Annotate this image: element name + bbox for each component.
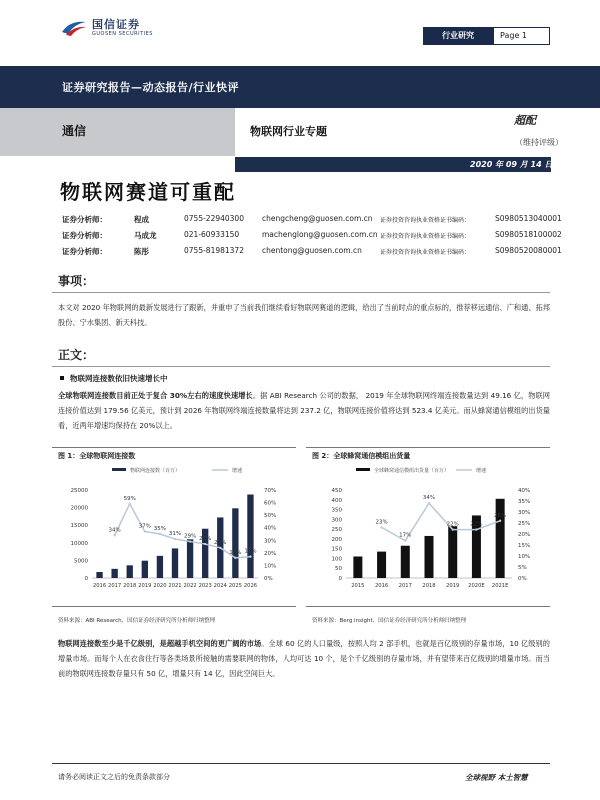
y2-tick-label: 15% [518, 543, 531, 549]
y-tick-label: 300 [331, 517, 342, 524]
growth-point [174, 538, 176, 540]
growth-data-label: 23% [375, 519, 388, 526]
y-tick-label: 200 [331, 536, 342, 543]
y2-tick-label: 40% [264, 525, 277, 532]
bar [377, 552, 386, 578]
analyst-row [62, 214, 562, 228]
analyst-phone: 021-60933150 [184, 230, 240, 239]
analyst-name: 程成 [134, 215, 149, 224]
y-tick-label: 50 [335, 566, 342, 573]
figure-title: 图 1：全球物联网连接数 [58, 452, 136, 460]
analyst-license-label: 证券投资咨询执业资格证书编码： [380, 217, 471, 224]
figure-title: 图 2：全球蜂窝通信模组出货量 [312, 452, 411, 460]
growth-data-label: 26% [494, 512, 507, 519]
x-tick-label: 2021E [491, 583, 509, 589]
analyst-license-label: 证券投资咨询执业资格证书编码： [380, 233, 471, 240]
growth-point [129, 503, 131, 505]
legend-label: 物联网连接数（百万） [130, 468, 181, 474]
y-tick-label: 400 [331, 497, 342, 504]
growth-data-label: 17% [244, 548, 257, 555]
growth-point [499, 520, 501, 522]
x-tick-label: 2020 [153, 583, 167, 589]
y2-tick-label: 70% [264, 488, 277, 494]
sector-label: 通信 [62, 124, 87, 138]
x-tick-label: 2025 [228, 583, 242, 589]
analyst-role: 证券分析师： [62, 231, 107, 240]
analyst-cert: S0980513040001 [495, 214, 562, 223]
x-tick-label: 2016 [92, 583, 107, 589]
growth-point [452, 528, 454, 530]
bar [353, 556, 362, 578]
growth-point [404, 539, 406, 541]
bar [401, 546, 410, 578]
x-tick-label: 2019 [446, 583, 460, 589]
analyst-email[interactable]: machenglong@guosen.com.cn [262, 230, 378, 239]
footer-slogan: 全球视野 本土智慧 [465, 773, 528, 782]
analyst-name: 马成龙 [134, 231, 157, 240]
body-heading: 正文： [58, 348, 95, 362]
analyst-row [62, 230, 562, 244]
legend-label: 增速 [232, 468, 243, 474]
x-tick-label: 2017 [398, 583, 412, 589]
report-type-tag: 行业研究 [423, 27, 493, 45]
rating-note: （维持评级） [515, 138, 563, 147]
logo-subtext: GUOSEN SECURITIES [92, 31, 153, 37]
x-tick-label: 2022 [183, 583, 197, 589]
y-tick-label: 20000 [70, 505, 88, 512]
bar [187, 539, 193, 578]
page-title: 物联网赛道可重配 [60, 180, 236, 204]
y2-tick-label: 50% [264, 513, 277, 520]
growth-point [159, 533, 161, 535]
y-tick-label: 15000 [70, 523, 88, 530]
growth-point [113, 534, 115, 536]
bar [172, 548, 178, 578]
bar [496, 499, 505, 578]
y2-tick-label: 60% [264, 500, 277, 507]
growth-data-label: 59% [123, 495, 136, 502]
analyst-phone: 0755-81981372 [184, 246, 244, 255]
y-tick-label: 250 [331, 527, 342, 534]
rating-label: 超配 [514, 114, 536, 127]
paragraph-text: 。全球 60 亿的人口量级，按照人均 2 部手机，也就是百亿级别的存量市场，10 亿级别的增量市场。而每个人在衣食住行等各类场景所接触的需要联网的物体，人均可达 10 个，是个千亿级别的存量市场，并有望带来百亿级别的增量市场。而当前的物联网连接数存量只有 50 亿，增量只有 14 亿，因此空间巨大。 [58, 639, 550, 678]
bar [111, 569, 117, 578]
y-tick-label: 0 [84, 576, 88, 582]
growth-data-label: 24% [214, 539, 227, 546]
growth-point [234, 557, 236, 559]
x-tick-label: 2021 [168, 583, 182, 589]
event-text: 本文对 2020 年物联网的最新发展进行了跟新，并重申了当前我们继续看好物联网赛道的逻辑，给出了当前时点的重点标的，推荐移远通信、广和通、拓邦股份、宁水集团、新天科技。 [58, 303, 550, 327]
y2-tick-label: 25% [518, 521, 531, 527]
growth-point [475, 528, 477, 530]
x-tick-label: 2026 [243, 583, 258, 589]
growth-point [428, 502, 430, 504]
y-tick-label: 0 [338, 576, 342, 582]
y2-tick-label: 30% [264, 538, 277, 545]
y-tick-label: 450 [331, 488, 342, 494]
body-paragraph [58, 388, 550, 433]
legend-swatch [356, 468, 370, 471]
paragraph-text: 。据 ABI Research 公司的数据， 2019 年全球物联网终端连接数量达到 49.16 亿，物联网连接价值达到 179.56 亿美元，预计到 2026 年物联网终端连接数量将达到 237.2 亿，物联网连接价值将达到 523.4 亿美元。而从蜂窝通信模组的出货量看，近两年增速均保持在 20%以上。 [58, 391, 550, 430]
y2-tick-label: 30% [518, 510, 531, 516]
y2-tick-label: 10% [518, 554, 531, 560]
paragraph-lead: 物联网连接数至少是千亿级别，是超越手机空间的更广阔的市场 [58, 639, 262, 648]
growth-point [144, 530, 146, 532]
growth-data-label: 34% [108, 527, 121, 534]
y2-tick-label: 0% [264, 576, 273, 582]
x-tick-label: 2024 [213, 583, 227, 589]
analyst-role: 证券分析师： [62, 215, 107, 224]
growth-data-label: 16% [229, 549, 242, 556]
figure-source: 资料来源：ABI Research、国信证券经济研究所分析师归纳整理 [58, 618, 216, 624]
analyst-email[interactable]: chengcheng@guosen.com.cn [262, 214, 373, 223]
iot-connections-chart [52, 462, 296, 608]
growth-data-label: 29% [183, 533, 197, 540]
growth-data-label: 27% [199, 536, 212, 543]
growth-point [249, 555, 251, 557]
footer-divider [52, 763, 550, 764]
topic-label: 物联网行业专题 [250, 125, 327, 138]
bar [96, 572, 102, 578]
growth-data-label: 22% [446, 521, 459, 528]
analyst-row [62, 246, 562, 260]
analyst-phone: 0755-22940300 [184, 214, 244, 223]
y2-tick-label: 0% [518, 576, 527, 582]
page-number: Page 1 [493, 27, 550, 45]
report-category: 证券研究报告—动态报告/行业快评 [62, 81, 240, 94]
logo-text: 国信证券 [92, 18, 140, 31]
y-tick-label: 100 [331, 556, 342, 563]
figure-source: 资料来源：Berg insight、国信证券经济研究所分析师归纳整理 [312, 618, 467, 624]
x-tick-label: 2019 [138, 583, 152, 589]
y-tick-label: 25000 [70, 488, 88, 494]
legend-label: 全球蜂窝通信模组出货量（百万） [374, 468, 450, 474]
cellular-module-chart [306, 462, 550, 608]
y-tick-label: 350 [331, 507, 342, 514]
bar [425, 536, 434, 578]
growth-point [204, 543, 206, 545]
x-tick-label: 2020E [468, 583, 485, 589]
legend-swatch [112, 468, 126, 471]
bar [157, 556, 163, 578]
growth-point [219, 547, 221, 549]
x-tick-label: 2018 [422, 583, 436, 589]
divider [52, 366, 550, 367]
analyst-role: 证券分析师： [62, 247, 107, 256]
y-tick-label: 10000 [70, 540, 88, 547]
growth-data-label: 37% [138, 523, 151, 530]
x-tick-label: 2023 [198, 583, 212, 589]
report-date: 2020 年 09 月 14 日 [470, 160, 553, 169]
analyst-name: 陈彤 [134, 247, 149, 256]
growth-data-label: 22% [470, 521, 483, 528]
y2-tick-label: 5% [518, 565, 527, 571]
guosen-logo-icon [60, 18, 88, 38]
x-tick-label: 2015 [351, 583, 365, 589]
growth-point [189, 540, 191, 542]
y2-tick-label: 20% [264, 550, 277, 557]
legend-label: 增速 [476, 468, 487, 474]
analyst-email[interactable]: chentong@guosen.com.cn [262, 246, 362, 255]
y-tick-label: 150 [331, 546, 342, 553]
y2-tick-label: 10% [264, 563, 277, 570]
bar [142, 561, 148, 578]
growth-data-label: 17% [399, 532, 412, 539]
body-paragraph [58, 636, 550, 681]
x-tick-label: 2016 [374, 583, 389, 589]
y2-tick-label: 20% [518, 532, 531, 538]
analyst-cert: S0980520080001 [495, 246, 562, 255]
y-tick-label: 5000 [74, 558, 88, 565]
y2-tick-label: 40% [518, 488, 531, 494]
event-heading: 事项： [58, 274, 95, 288]
x-tick-label: 2018 [123, 583, 137, 589]
y2-tick-label: 35% [518, 499, 531, 505]
bar [448, 526, 457, 578]
bar [232, 508, 238, 578]
paragraph-lead: 全球物联网连接数目前正处于复合 30%左右的速度快速增长 [58, 391, 253, 400]
sector-band [0, 108, 235, 156]
growth-data-label: 35% [153, 526, 167, 532]
x-tick-label: 2017 [108, 583, 122, 589]
analyst-license-label: 证券投资咨询执业资格证书编码： [380, 249, 471, 256]
bar [247, 495, 253, 578]
analyst-cert: S0980518100002 [495, 230, 562, 239]
footer-disclaimer[interactable]: 请务必阅读正文之后的免责条款部分 [58, 773, 170, 781]
growth-data-label: 31% [168, 531, 182, 538]
divider [52, 292, 550, 293]
bullet-icon [60, 376, 64, 380]
growth-point [380, 526, 382, 528]
growth-data-label: 34% [422, 495, 436, 502]
bar [127, 565, 133, 578]
subheading: 物联网连接数依旧快速增长中 [70, 374, 168, 383]
